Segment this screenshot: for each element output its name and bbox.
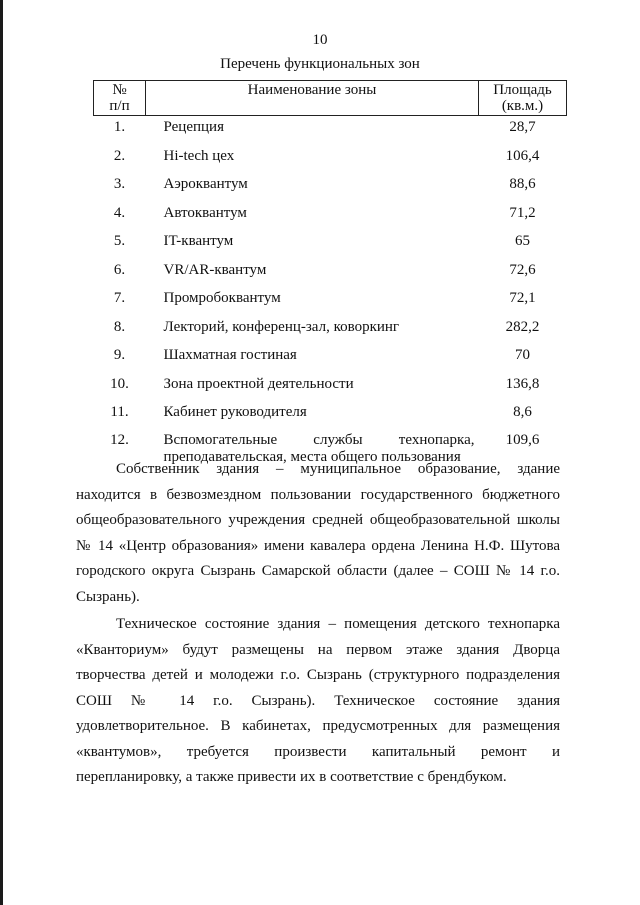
table-row: [94, 230, 567, 259]
row-number: 6.: [113, 261, 126, 278]
zone-area: 109,6: [505, 431, 540, 448]
header-num-line2: п/п: [109, 98, 130, 114]
zone-name: VR/AR-квантум: [163, 261, 267, 278]
header-area-line1: Площадь: [493, 82, 552, 98]
table-header-row: [94, 81, 567, 116]
zone-name: Вспомогательные службы технопарка, преподавательская, места общего пользования: [163, 431, 475, 465]
table-row: [94, 316, 567, 345]
table-title: Перечень функциональных зон: [220, 56, 420, 72]
table-row: [94, 287, 567, 316]
row-number: 9.: [113, 347, 126, 363]
zone-name: Зона проектной деятельности: [163, 375, 354, 392]
row-number: 8.: [113, 318, 126, 335]
zone-name: Автоквантум: [163, 204, 247, 221]
table-body: [94, 116, 567, 466]
zone-area: 8,6: [513, 404, 532, 420]
table-row: [94, 173, 567, 202]
row-number: 3.: [113, 176, 126, 192]
table-row: [94, 401, 567, 430]
header-area-line2: (кв.м.): [501, 98, 544, 114]
functional-zones-table: [93, 80, 567, 466]
zone-area: 72,1: [509, 290, 536, 306]
zone-area: 72,6: [509, 261, 536, 278]
row-number: 11.: [110, 404, 129, 420]
zone-name: Кабинет руководителя: [163, 404, 307, 420]
zone-name: Лекторий, конференц-зал, коворкинг: [163, 318, 400, 335]
zone-name: Шахматная гостиная: [163, 347, 297, 363]
row-number: 4.: [113, 204, 126, 221]
table-row: [94, 202, 567, 231]
table-row: [94, 116, 567, 145]
zone-area: 136,8: [505, 375, 540, 392]
paragraph-technical-state: Техническое состояние здания – помещения детского технопарка «Кванториум» будут размещены на первом этаже здания Дворца творчества детей и молодежи г.о. Сызрань (структурного подразделения СОШ № 14 г.о. Сызрань). Техническое состояние здания удовлетворительное. В кабинетах, предусмотренных для размещения «квантумов», требуется произвести капитальный ремонт и перепланировку, а также привести их в соответствие с брендбуком.: [76, 616, 560, 785]
paragraph-ownership: Собственник здания – муниципальное образование, здание находится в безвозмездном пользовании государственного бюджетного общеобразовательного учреждения средней общеобразовательной школы № 14 «Центр образования» имени кавалера ордена Ленина Н.Ф. Шутова городского округа Сызрань Самарской области (далее – СОШ № 14 г.о. Сызрань).: [76, 461, 560, 605]
row-number: 10.: [110, 375, 129, 392]
zone-name: Hi-tech цех: [163, 147, 235, 164]
zone-area: 88,6: [509, 176, 536, 192]
zone-area: 70: [515, 347, 530, 363]
zone-area: 28,7: [509, 119, 536, 135]
table-row: [94, 259, 567, 288]
zone-area: 65: [515, 233, 530, 249]
table-row: [94, 145, 567, 174]
header-name: Наименование зоны: [146, 81, 479, 116]
row-number: 1.: [113, 119, 126, 135]
header-area: [479, 81, 567, 116]
zone-area: 71,2: [509, 204, 536, 221]
header-num-line1: №: [112, 82, 127, 98]
table-row: [94, 344, 567, 373]
row-number: 7.: [113, 290, 126, 306]
zone-name: Промробоквантум: [163, 290, 281, 306]
row-number: 5.: [113, 233, 126, 249]
header-num: [94, 81, 146, 116]
row-number: 12.: [110, 431, 129, 448]
zone-area: 282,2: [505, 318, 540, 335]
table-row: [94, 373, 567, 402]
zone-name: Рецепция: [163, 119, 224, 135]
zone-name: Аэроквантум: [163, 176, 248, 192]
page-number: 10: [312, 32, 328, 48]
scan-edge: [0, 0, 3, 905]
row-number: 2.: [113, 147, 126, 164]
zone-name: IT-квантум: [163, 233, 234, 249]
zone-area: 106,4: [505, 147, 540, 164]
